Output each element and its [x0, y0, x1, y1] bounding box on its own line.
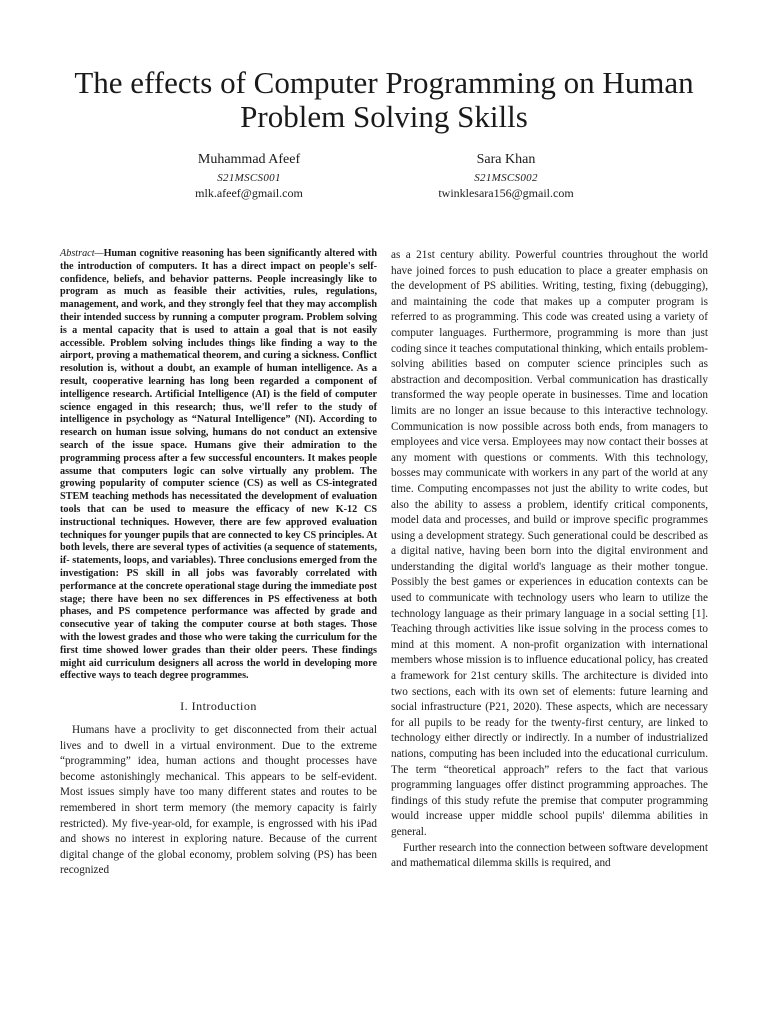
- intro-paragraph-next: Further research into the connection between software development and mathematical dilemma skills is required, and: [391, 841, 708, 870]
- author-name: Sara Khan: [476, 152, 536, 167]
- author-email: twinklesara156@gmail.com: [438, 186, 574, 200]
- right-column: [391, 248, 708, 872]
- abstract-label: Abstract—: [60, 248, 104, 259]
- paper-title: The effects of Computer Programming on Human Problem Solving Skills: [74, 65, 694, 134]
- abstract-text: Human cognitive reasoning has been significantly altered with the introduction of computers. It has a direct impact on people's self-confidence, beliefs, and behavior patterns. People increasingly like to program as much as feasible their activities, rules, regulations, management, and work, and they strongly feel that they may accomplish their intended success by running a computer program. Problem solving is a mental capacity that is used to attain a goal that is not easily accessible. Problem solving includes things like finding a way to the airport, proving a mathematical theorem, and curing a sickness. Conflict resolution is, without a doubt, an example of human intelligence. As a result, cooperative learning has long been regarded a component of intelligence research. Artificial Intelligence (AI) is the field of computer science engaged in this research; thus, we'll refer to the study of intelligence in psychology as “Natural Intelligence” (NI). According to research on human issue solving, humans do not conduct an extensive search of the issue space. Humans give their admiration to the programming process after a few successful encounters. It makes people assume that computers logic can solve virtually any problem. The growing popularity of computer science (CS) as well as CS-integrated STEM teaching methods has necessitated the development of evaluation tools that can be used to measure the efficacy of new K-12 CS instructional techniques. However, there are few approved evaluation techniques for younger pupils that are connected to key CS principles. At both levels, there are several types of activities (a sequence of statements, if- statements, loops, and variables). Three conclusions emerged from the investigation: PS skill in all jobs was favorably correlated with performance at the concrete operational stage during the immediate post stage; there have been no sex differences in PS effectiveness at both phases, and PS competence performance was affected by grade and consecutive year of taking the computer course at both stages. Those with the lowest grades and those who were taking the curriculum for the first time showed lower grades than their older peers. These findings might aid curriculum designers all across the world in developing more effective ways to teach degree programmes.: [60, 248, 377, 682]
- author-student-id: S21MSCS001: [217, 172, 281, 184]
- author-email: mlk.afeef@gmail.com: [195, 186, 303, 200]
- left-column: [60, 248, 377, 879]
- intro-paragraph: Humans have a proclivity to get disconnected from their actual lives and to dwell in a virtual environment. Due to the extreme “programming” idea, human actions and thought processes have become astonishingly mechanical. This appears to be self-evident. Most issues simply have too many different states and routes to be remembered in short term memory (the memory capacity is fairly restricted). My five-year-old, for example, is engrossed with his iPad and shows no interest in exploring nature. Because of the current digital change of the global economy, problem solving (PS) has been recognized: [60, 724, 377, 877]
- intro-paragraph-continued: as a 21st century ability. Powerful countries throughout the world have joined forces to push education to place a greater emphasis on the development of PS abilities. Writing, testing, fixing (debugging), and maintaining the code that makes up a computer program is referred to as programming. This code was created using a variety of computer languages. Furthermore, programming is more than just coding since it teaches computational thinking, which entails problem-solving abilities based on computer science principles such as abstraction and decomposition. Verbal communication has drastically transformed the way people operate in businesses. Time and location limits are no longer an issue because to this interactive technology. Communication is now possible across both ends, from managers to employees and vice versa. Employees may now contact their bosses at any moment with questions or comments. With this technology, bosses may communicate with workers in any part of the world at any time. Computing encompasses not just the ability to write codes, but also the ability to assess a problem, identify critical components, model data and processes, and build or improve specific programmes using a development strategy. Such generational could be described as a digital native, having been born into the digital environment and understanding the digital world's language as their mother tongue. Possibly the best games or experiences in education contexts can be used to communicate with technology users who learn to utilize the technology language as their primary language in a social setting [1]. Teaching through activities like issue solving in the process comes to mind at this moment. A non-profit organization with international members whose mission is to influence educational policy, has created a framework for 21st century skills. The architecture is divided into two sections, each with its own set of elements: future learning and social infrastructure (P21, 2020). These aspects, which are necessary for all pupils to be ready for the twenty-first century, are linked to technology either directly or indirectly. In a number of industrialized nations, computing has been included into the educational curriculum. The term “theoretical approach” refers to the fact that various programming languages offer distinct programming approaches. The findings of this study refute the premise that computer programming would increase upper middle school pupils' dilemma abilities in general.: [391, 249, 708, 838]
- abstract: [60, 248, 377, 683]
- author-2: [356, 152, 656, 201]
- author-name: Muhammad Afeef: [197, 152, 301, 167]
- section-heading-introduction: I. Introduction: [180, 699, 257, 714]
- author-1: [99, 152, 399, 201]
- author-student-id: S21MSCS002: [474, 172, 538, 184]
